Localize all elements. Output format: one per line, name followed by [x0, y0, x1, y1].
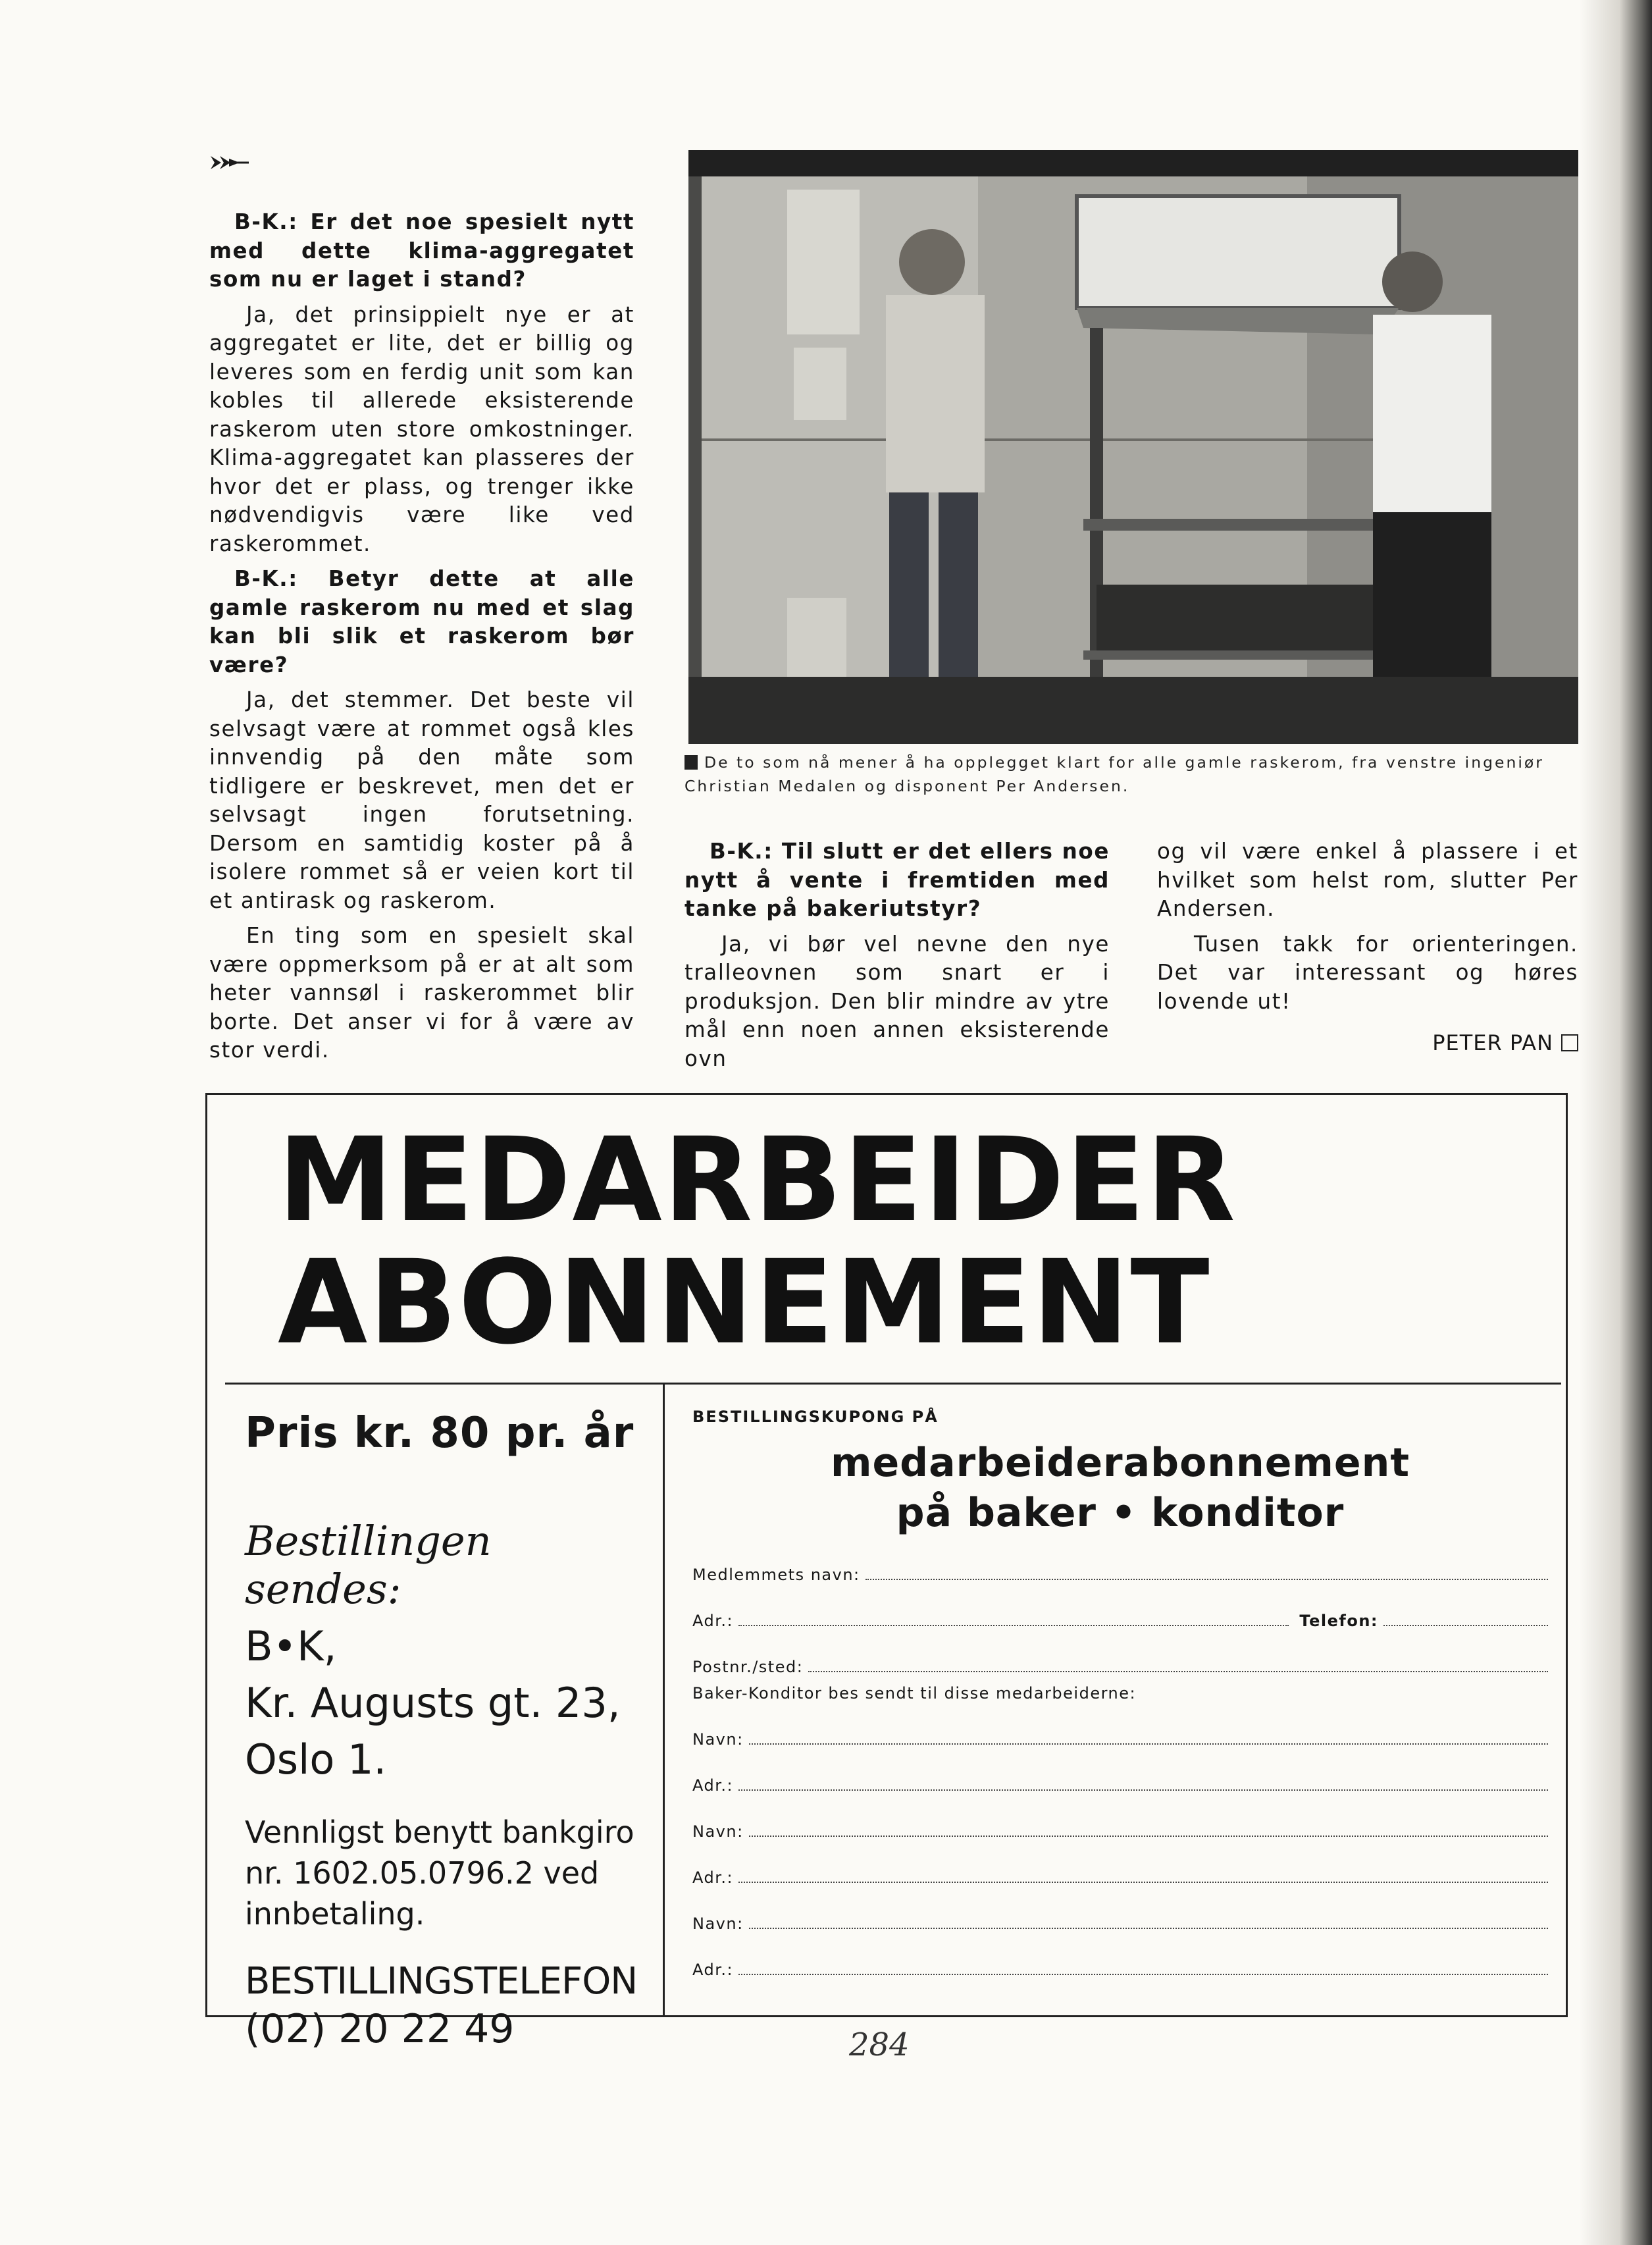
recipient-address-field[interactable]: Adr.: — [692, 1933, 1548, 1979]
end-mark-icon — [1561, 1034, 1578, 1051]
phone-field[interactable] — [1383, 1624, 1548, 1626]
coupon-title: medarbeiderabonnement på baker • konditor — [830, 1440, 1410, 1536]
ad-divider-vertical — [663, 1383, 665, 2017]
ad-headline-line-1: MEDARBEIDER — [278, 1113, 1237, 1248]
answer-3: En ting som en spesielt skal være oppmerksom på er at alt som heter vannsøl i raskerommet blir borte. Det anser vi for å være av stor verdi. — [209, 923, 634, 1063]
order-coupon — [692, 1396, 1548, 1979]
answer-4-continued: og vil være enkel å plassere i et hvilket som helst rom, slutter Per Andersen. — [1157, 839, 1578, 921]
recipient-address-field[interactable]: Adr.: — [692, 1841, 1548, 1887]
order-phone-number: (02) 20 22 49 — [245, 2006, 515, 2052]
member-name-field[interactable]: Medlemmets navn: — [692, 1538, 1548, 1584]
caption-marker-icon — [684, 755, 698, 770]
member-address-field[interactable]: Adr.: Telefon: — [692, 1584, 1548, 1630]
question-1: B-K.: Er det noe spesielt nytt med dette klima-aggregatet som nu er laget i stand? — [209, 209, 634, 292]
author-signature: PETER PAN — [1157, 1029, 1578, 1058]
ad-border-top — [205, 1093, 1568, 1095]
continuation-arrow-icon — [211, 153, 250, 172]
article-photo — [688, 150, 1578, 744]
phone-field-label: Telefon: — [1299, 1612, 1378, 1630]
ad-headline — [278, 1113, 1528, 1370]
photo-caption: De to som nå mener å ha opplegget klart for alle gamle raskerom, fra venstre ingeniør Christian Medalen og disponent Per Andersen. — [684, 753, 1544, 795]
closing-remark: Tusen takk for orienteringen. Det var interessant og høres lovende ut! — [1157, 931, 1578, 1014]
bankgiro-instructions: Vennligst benytt bankgiro nr. 1602.05.0796.2 ved innbetaling. — [245, 1814, 634, 1932]
answer-4: Ja, vi bør vel nevne den nye tralleovnen som snart er i produksjon. Den blir mindre av ytre mål enn noen annen eksisterende ovn — [684, 931, 1110, 1071]
order-address: B•K, Kr. Augusts gt. 23, Oslo 1. — [245, 1622, 621, 1783]
answer-1: Ja, det prinsippielt nye er at aggregatet er lite, det er billig og leveres som en ferdig unit som kan kobles til allerede eksisterende raskerom uten store omkostninger. Klima-aggregatet kan plasseres der hvor det er plass, og trenger ikke nødvendigvis være like ved raskerommet. — [209, 302, 634, 556]
ad-border-right — [1566, 1093, 1568, 2017]
ad-divider-horizontal — [225, 1383, 1561, 1385]
question-3: B-K.: Til slutt er det ellers noe nytt å vente i fremtiden med tanke på bakeriutstyr? — [684, 839, 1110, 921]
coupon-label: BESTILLINGSKUPONG PÅ — [692, 1408, 939, 1426]
ad-order-info — [245, 1402, 653, 2053]
article-right-column — [1157, 837, 1578, 1058]
ad-border-left — [205, 1093, 207, 2017]
article-middle-column — [684, 837, 1110, 1080]
postal-code-field[interactable]: Postnr./sted: — [692, 1630, 1548, 1676]
page-number: 284 — [849, 2026, 910, 2063]
ad-headline-line-2: ABONNEMENT — [278, 1235, 1211, 1370]
question-2: B-K.: Betyr dette at alle gamle raskerom nu med et slag kan bli slik et raskerom bør være? — [209, 566, 634, 677]
recipient-name-field[interactable]: Navn: — [692, 1887, 1548, 1933]
order-phone-label: BESTILLINGSTELEFON — [245, 1960, 638, 2003]
answer-2: Ja, det stemmer. Det beste vil selvsagt være at rommet også kles innvendig på den måte som tidligere er beskrevet, men det er selvsagt ingen forutsetning. Dersom en samtidig koster på å isolere rommet så er veien kort til et antirask og raskerom. — [209, 687, 634, 913]
page-gutter-shadow — [1580, 0, 1652, 2245]
recipient-name-field[interactable]: Navn: — [692, 1795, 1548, 1841]
article-left-column — [209, 208, 634, 1072]
recipients-note: Baker-Konditor bes sendt til disse medarbeiderne: — [692, 1684, 1137, 1703]
recipient-name-field[interactable]: Navn: — [692, 1703, 1548, 1749]
send-order-to-label: Bestillingen sendes: — [245, 1517, 492, 1613]
subscription-price: Pris kr. 80 pr. år — [245, 1409, 634, 1458]
recipient-address-field[interactable]: Adr.: — [692, 1749, 1548, 1795]
